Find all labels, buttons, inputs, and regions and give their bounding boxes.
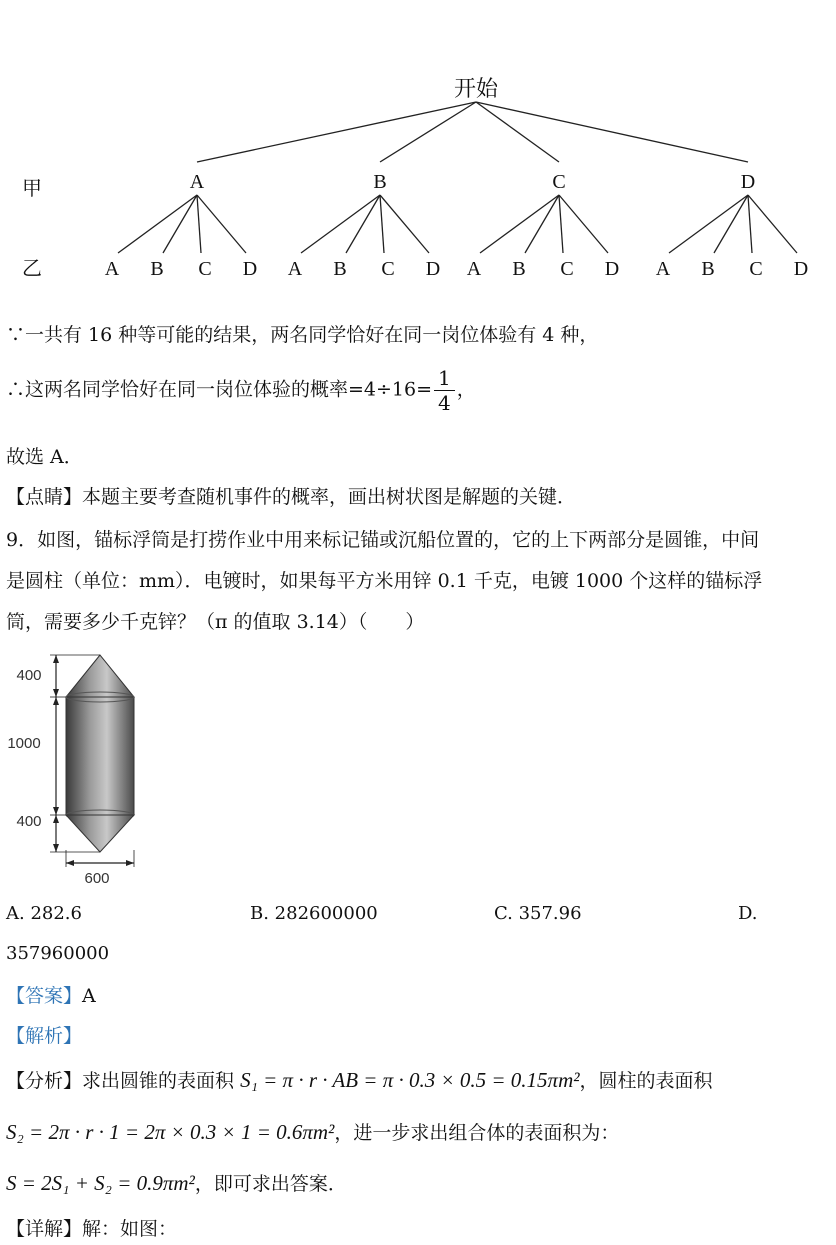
- text-line-3: 故选 A．: [6, 446, 83, 468]
- option-a: A. 282.6: [6, 903, 82, 924]
- dim-top: 400: [16, 667, 42, 684]
- formula-total-area: S = 2S₁ + S₂ = 0.9πm²: [6, 1171, 195, 1195]
- tree-root: 开始: [453, 76, 499, 101]
- detail-line: [6, 1214, 177, 1241]
- detail-text: 解：如图：: [82, 1218, 178, 1240]
- answer-label: 【答案】: [6, 985, 83, 1007]
- cylinder-body: [66, 697, 134, 815]
- tree-node-level2-a-d: D: [242, 258, 258, 280]
- option-c: C. 357.96: [494, 903, 582, 924]
- tree-node-level2-d-c: C: [749, 258, 763, 280]
- tree-node-level2-b-a: A: [287, 258, 303, 280]
- tree-node-level1-a: A: [189, 171, 205, 193]
- tree-node-level2-c-c: C: [560, 258, 574, 280]
- probability-tail: ，: [456, 378, 476, 401]
- buoy-figure: [0, 645, 150, 890]
- tree-node-level2-a-a: A: [104, 258, 120, 280]
- tree-label-yi: 乙: [22, 258, 42, 280]
- option-b: B. 282600000: [250, 903, 378, 924]
- tree-node-level2-b-b: B: [333, 258, 347, 280]
- tree-node-level2-c-d: D: [604, 258, 620, 280]
- tree-nodes: [105, 171, 808, 280]
- top-cone: [66, 655, 134, 697]
- analysis-line-3: [6, 1169, 347, 1196]
- tree-node-level2-d-d: D: [793, 258, 809, 280]
- bottom-cone: [66, 815, 134, 852]
- option-d-value: 357960000: [6, 943, 110, 964]
- text-line-1: ∵一共有 16 种等可能的结果，两名同学恰好在同一岗位体验有 4 种，: [6, 324, 599, 346]
- fraction-numerator: 1: [434, 366, 455, 391]
- answer-value: A: [82, 985, 96, 1007]
- fraction: [434, 366, 455, 415]
- tree-branches: [118, 102, 797, 253]
- text-line-4: 【点睛】本题主要考查随机事件的概率，画出树状图是解题的关键．: [6, 486, 577, 508]
- tree-label-jia: 甲: [22, 178, 42, 200]
- analysis-line-2: [6, 1118, 619, 1145]
- tree-node-level1-d: D: [740, 171, 756, 193]
- fenxi-label: 【分析】: [6, 1070, 83, 1092]
- dim-width: 600: [84, 870, 110, 887]
- tree-diagram: [0, 70, 836, 290]
- analysis-line-1: [6, 1066, 713, 1093]
- tree-node-level1-b: B: [373, 171, 387, 193]
- dim-bottom: 400: [16, 813, 42, 830]
- analysis-label: 【解析】: [6, 1025, 83, 1047]
- probability-text: ∴这两名同学恰好在同一岗位体验的概率=4÷16=: [6, 378, 433, 401]
- text-line-2: [6, 366, 476, 415]
- formula-cone-area: S₁ = π · r · AB = π · 0.3 × 0.5 = 0.15πm²: [240, 1068, 580, 1092]
- tree-node-level2-b-c: C: [381, 258, 395, 280]
- tree-node-level2-c-a: A: [466, 258, 482, 280]
- formula-cylinder-area: S₂ = 2π · r · 1 = 2π × 0.3 × 1 = 0.6πm²: [6, 1120, 335, 1144]
- tree-node-level2-b-d: D: [425, 258, 441, 280]
- tree-node-level2-d-b: B: [701, 258, 715, 280]
- tree-node-level2-c-b: B: [512, 258, 526, 280]
- fenxi-text-4: ，即可求出答案．: [194, 1173, 347, 1195]
- answer-line: [6, 981, 96, 1008]
- fraction-denominator: 4: [438, 391, 451, 415]
- fenxi-text-2: ，圆柱的表面积: [579, 1070, 713, 1092]
- tree-node-level1-c: C: [552, 171, 566, 193]
- fenxi-text-1: 求出圆锥的表面积: [82, 1070, 235, 1092]
- dim-middle: 1000: [7, 735, 41, 752]
- question-9-line-3: 筒，需要多少千克锌？（π 的值取 3.14）（ ）: [6, 611, 425, 633]
- detail-label: 【详解】: [6, 1218, 83, 1240]
- tree-node-level2-a-b: B: [150, 258, 164, 280]
- question-9-line-2: 是圆柱（单位：mm）．电镀时，如果每平方米用锌 0.1 千克，电镀 1000 个这样的锚标浮: [6, 570, 763, 592]
- option-d: D.: [738, 903, 758, 924]
- tree-node-level2-a-c: C: [198, 258, 212, 280]
- fenxi-text-3: ，进一步求出组合体的表面积为：: [334, 1122, 620, 1144]
- question-9-line-1: 9．如图，锚标浮筒是打捞作业中用来标记锚或沉船位置的，它的上下两部分是圆锥，中间: [6, 529, 760, 551]
- tree-node-level2-d-a: A: [655, 258, 671, 280]
